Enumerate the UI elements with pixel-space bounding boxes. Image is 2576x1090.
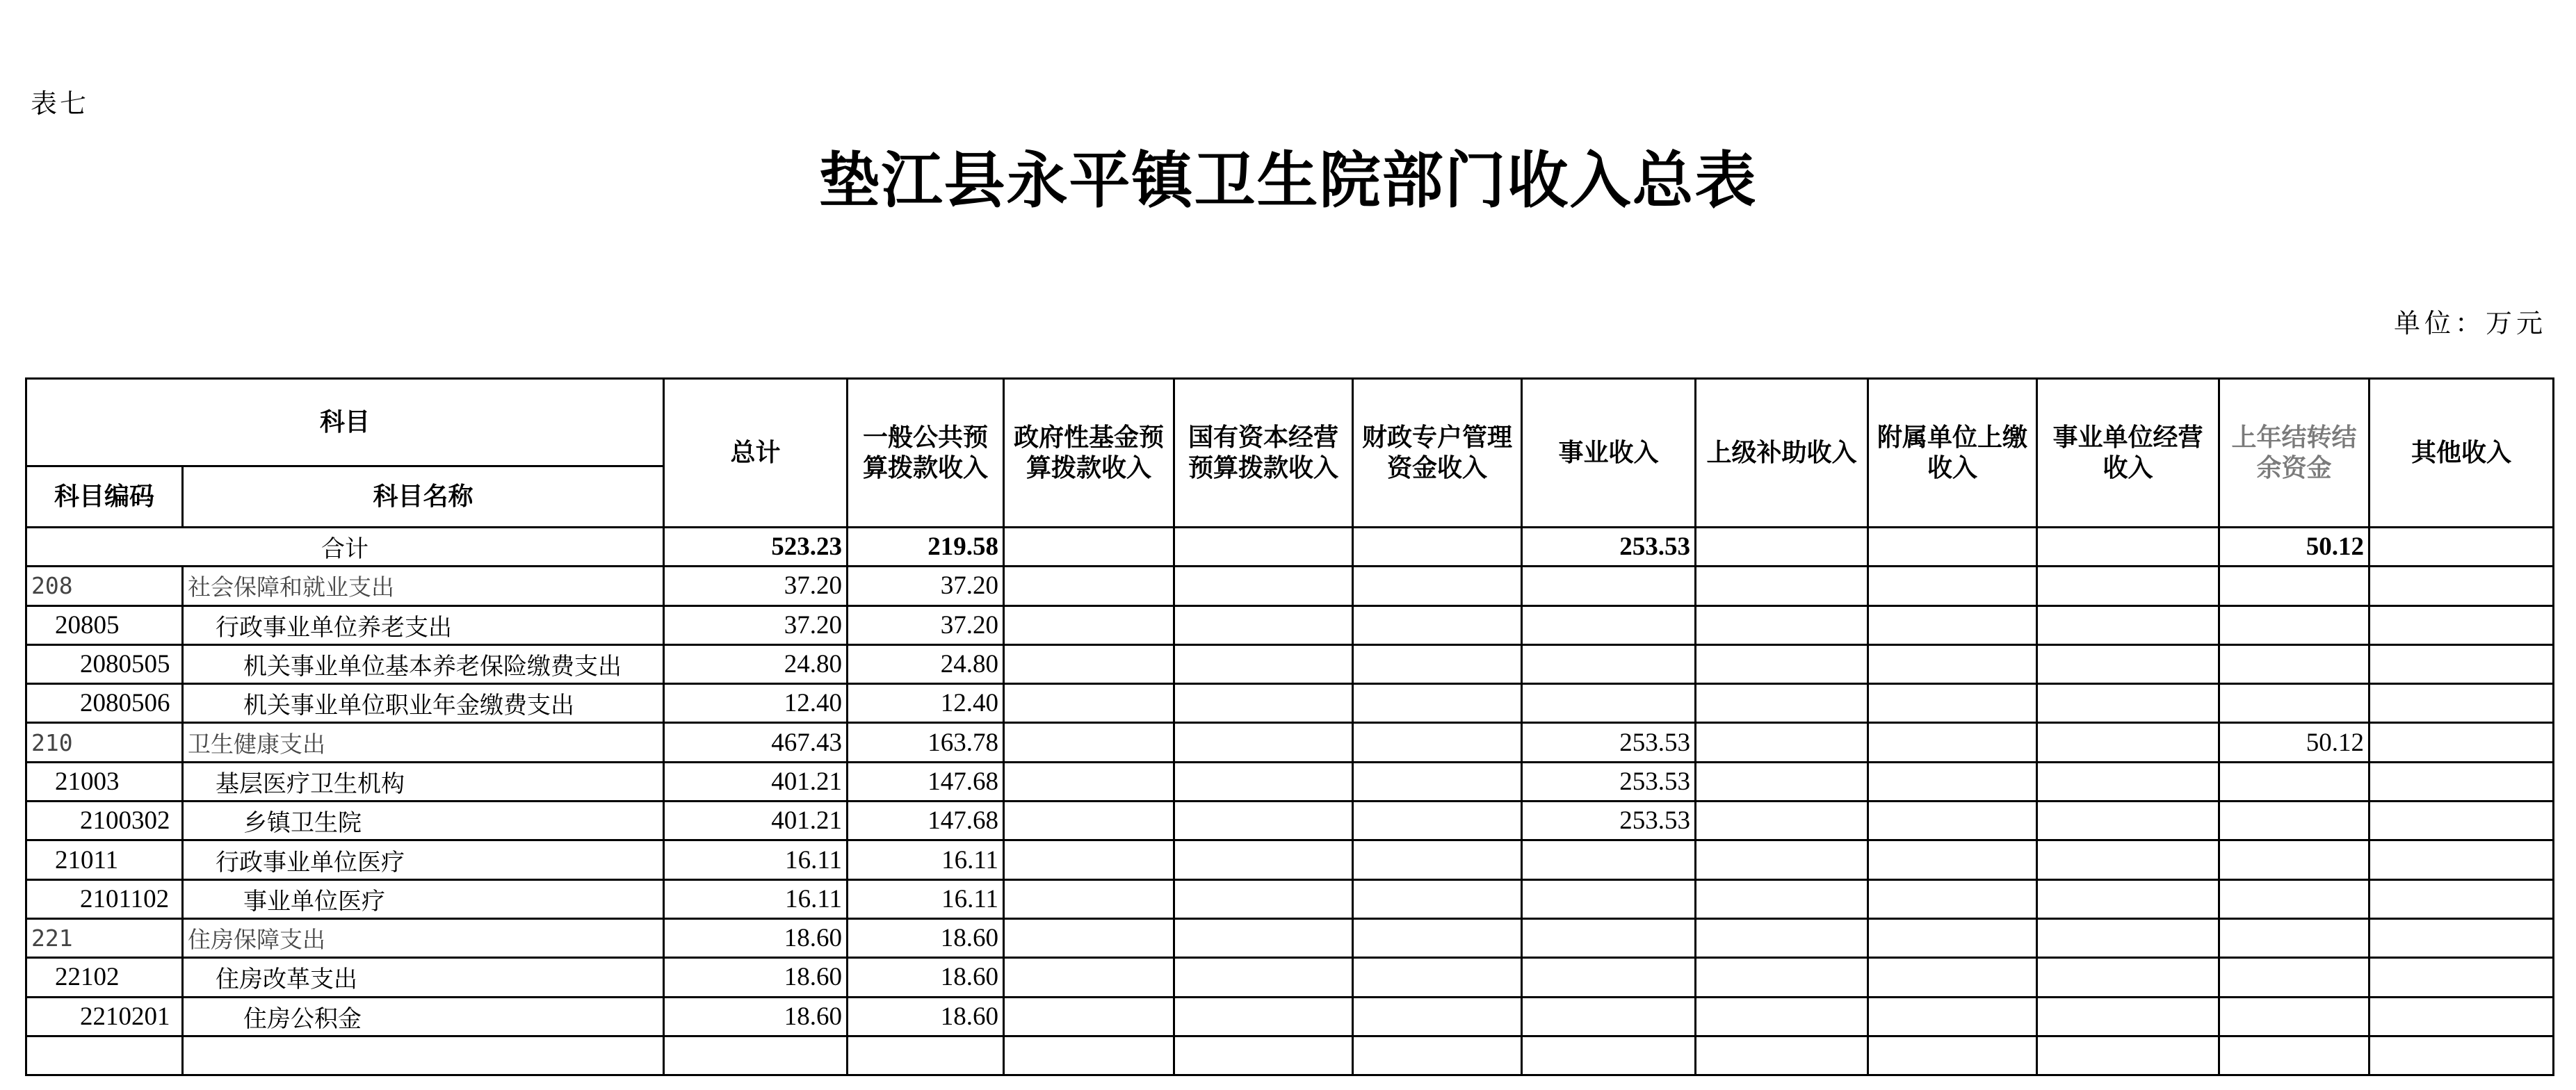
cell-affiliated-payment xyxy=(1868,762,2037,801)
cell-total: 16.11 xyxy=(664,879,848,918)
cell-state-asset xyxy=(1174,1036,1353,1075)
cell-total: 467.43 xyxy=(664,723,848,762)
cell-subject-code: 21011 xyxy=(26,840,183,879)
cell-superior-subsidy xyxy=(1696,958,1868,997)
cell-state-asset xyxy=(1174,997,1353,1036)
cell-other-income xyxy=(2370,918,2554,957)
cell-carryover xyxy=(2219,840,2370,879)
cell-subject-name: 卫生健康支出 xyxy=(183,723,664,762)
header-affiliated-payment: 附属单位上缴收入 xyxy=(1868,379,2037,528)
cell-other-income xyxy=(2370,997,2554,1036)
cell-state-asset xyxy=(1174,605,1353,644)
cell-business-income xyxy=(2037,802,2219,840)
cell-special-account xyxy=(1353,918,1522,957)
cell-career-income xyxy=(1522,879,1696,918)
cell-general-budget: 147.68 xyxy=(848,802,1004,840)
cell-carryover xyxy=(2219,918,2370,957)
header-subject-code: 科目编码 xyxy=(26,466,183,528)
cell-career-income xyxy=(1522,958,1696,997)
cell-state-asset xyxy=(1174,918,1353,957)
table-row xyxy=(26,684,2554,723)
cell-career-income: 253.53 xyxy=(1522,723,1696,762)
cell-career-income xyxy=(1522,840,1696,879)
cell-special-account xyxy=(1353,997,1522,1036)
cell-affiliated-payment xyxy=(1868,1036,2037,1075)
table-row xyxy=(26,918,2554,957)
cell-other-income xyxy=(2370,605,2554,644)
cell-career-income xyxy=(1522,684,1696,723)
table-number-label: 表七 xyxy=(31,88,90,119)
header-subject: 科目 xyxy=(26,379,664,466)
cell-other-income xyxy=(2370,840,2554,879)
header-total: 总计 xyxy=(664,379,848,528)
table-row xyxy=(26,644,2554,683)
cell-gov-fund xyxy=(1004,567,1174,605)
cell-total: 401.21 xyxy=(664,762,848,801)
header-gov-fund: 政府性基金预算拨款收入 xyxy=(1004,379,1174,528)
cell-career-income: 253.53 xyxy=(1522,802,1696,840)
cell-general-budget: 16.11 xyxy=(848,840,1004,879)
cell-superior-subsidy xyxy=(1696,684,1868,723)
cell-gov-fund xyxy=(1004,840,1174,879)
cell-subject-name: 乡镇卫生院 xyxy=(183,802,664,840)
cell-superior-subsidy xyxy=(1696,879,1868,918)
cell-total: 18.60 xyxy=(664,958,848,997)
cell-gov-fund xyxy=(1004,802,1174,840)
cell-general-budget: 24.80 xyxy=(848,644,1004,683)
cell-state-asset xyxy=(1174,567,1353,605)
total-cell-general: 219.58 xyxy=(848,528,1004,567)
cell-subject-code: 21003 xyxy=(26,762,183,801)
cell-gov-fund xyxy=(1004,997,1174,1036)
cell-subject-name: 住房改革支出 xyxy=(183,958,664,997)
cell-business-income xyxy=(2037,644,2219,683)
total-cell-business xyxy=(2037,528,2219,567)
cell-business-income xyxy=(2037,958,2219,997)
cell-general-budget: 37.20 xyxy=(848,567,1004,605)
table-row xyxy=(26,997,2554,1036)
table-row xyxy=(26,802,2554,840)
cell-total: 37.20 xyxy=(664,567,848,605)
cell-general-budget: 18.60 xyxy=(848,958,1004,997)
cell-subject-code: 221 xyxy=(26,918,183,957)
table-row xyxy=(26,840,2554,879)
cell-special-account xyxy=(1353,840,1522,879)
cell-business-income xyxy=(2037,879,2219,918)
cell-carryover xyxy=(2219,802,2370,840)
cell-carryover xyxy=(2219,644,2370,683)
cell-carryover: 50.12 xyxy=(2219,723,2370,762)
cell-superior-subsidy xyxy=(1696,723,1868,762)
cell-special-account xyxy=(1353,567,1522,605)
cell-state-asset xyxy=(1174,644,1353,683)
cell-gov-fund xyxy=(1004,762,1174,801)
cell-state-asset xyxy=(1174,762,1353,801)
cell-superior-subsidy xyxy=(1696,762,1868,801)
cell-affiliated-payment xyxy=(1868,567,2037,605)
table-row xyxy=(26,723,2554,762)
cell-gov-fund xyxy=(1004,1036,1174,1075)
header-superior-subsidy: 上级补助收入 xyxy=(1696,379,1868,528)
cell-subject-name: 机关事业单位职业年金缴费支出 xyxy=(183,684,664,723)
cell-gov-fund xyxy=(1004,879,1174,918)
cell-business-income xyxy=(2037,997,2219,1036)
cell-total: 16.11 xyxy=(664,840,848,879)
table-row xyxy=(26,958,2554,997)
cell-carryover xyxy=(2219,567,2370,605)
cell-affiliated-payment xyxy=(1868,879,2037,918)
cell-business-income xyxy=(2037,567,2219,605)
total-cell-special xyxy=(1353,528,1522,567)
header-special-account: 财政专户管理资金收入 xyxy=(1353,379,1522,528)
cell-carryover xyxy=(2219,958,2370,997)
cell-subject-name: 住房保障支出 xyxy=(183,918,664,957)
cell-subject-name: 机关事业单位基本养老保险缴费支出 xyxy=(183,644,664,683)
cell-career-income xyxy=(1522,1036,1696,1075)
cell-subject-code: 22102 xyxy=(26,958,183,997)
total-cell-superior xyxy=(1696,528,1868,567)
header-career-income: 事业收入 xyxy=(1522,379,1696,528)
cell-gov-fund xyxy=(1004,644,1174,683)
cell-state-asset xyxy=(1174,840,1353,879)
cell-career-income xyxy=(1522,918,1696,957)
header-general-budget: 一般公共预算拨款收入 xyxy=(848,379,1004,528)
cell-other-income xyxy=(2370,723,2554,762)
cell-subject-name: 社会保障和就业支出 xyxy=(183,567,664,605)
cell-subject-code: 2080506 xyxy=(26,684,183,723)
cell-subject-code: 2101102 xyxy=(26,879,183,918)
cell-carryover xyxy=(2219,684,2370,723)
cell-general-budget xyxy=(848,1036,1004,1075)
cell-total: 37.20 xyxy=(664,605,848,644)
cell-total: 24.80 xyxy=(664,644,848,683)
cell-special-account xyxy=(1353,684,1522,723)
total-cell-carryover: 50.12 xyxy=(2219,528,2370,567)
cell-business-income xyxy=(2037,684,2219,723)
cell-subject-name xyxy=(183,1036,664,1075)
cell-total: 401.21 xyxy=(664,802,848,840)
cell-business-income xyxy=(2037,762,2219,801)
header-state-asset: 国有资本经营预算拨款收入 xyxy=(1174,379,1353,528)
cell-business-income xyxy=(2037,723,2219,762)
cell-gov-fund xyxy=(1004,958,1174,997)
cell-superior-subsidy xyxy=(1696,802,1868,840)
cell-state-asset xyxy=(1174,723,1353,762)
cell-subject-code: 2100302 xyxy=(26,802,183,840)
cell-subject-code: 20805 xyxy=(26,605,183,644)
cell-state-asset xyxy=(1174,879,1353,918)
cell-general-budget: 12.40 xyxy=(848,684,1004,723)
income-summary-table xyxy=(25,377,2554,1076)
cell-superior-subsidy xyxy=(1696,840,1868,879)
cell-affiliated-payment xyxy=(1868,997,2037,1036)
cell-superior-subsidy xyxy=(1696,644,1868,683)
cell-total: 12.40 xyxy=(664,684,848,723)
cell-business-income xyxy=(2037,1036,2219,1075)
cell-special-account xyxy=(1353,879,1522,918)
cell-subject-code: 210 xyxy=(26,723,183,762)
table-row xyxy=(26,1036,2554,1075)
cell-subject-code: 208 xyxy=(26,567,183,605)
cell-subject-code: 2210201 xyxy=(26,997,183,1036)
cell-special-account xyxy=(1353,762,1522,801)
header-carryover: 上年结转结余资金 xyxy=(2219,379,2370,528)
cell-other-income xyxy=(2370,802,2554,840)
cell-affiliated-payment xyxy=(1868,644,2037,683)
cell-superior-subsidy xyxy=(1696,997,1868,1036)
cell-career-income: 253.53 xyxy=(1522,762,1696,801)
cell-total: 18.60 xyxy=(664,918,848,957)
cell-general-budget: 16.11 xyxy=(848,879,1004,918)
header-subject-name: 科目名称 xyxy=(183,466,664,528)
cell-other-income xyxy=(2370,879,2554,918)
cell-business-income xyxy=(2037,840,2219,879)
cell-gov-fund xyxy=(1004,918,1174,957)
table-row xyxy=(26,605,2554,644)
cell-carryover xyxy=(2219,762,2370,801)
cell-carryover xyxy=(2219,1036,2370,1075)
cell-general-budget: 37.20 xyxy=(848,605,1004,644)
total-cell-career: 253.53 xyxy=(1522,528,1696,567)
cell-special-account xyxy=(1353,605,1522,644)
cell-gov-fund xyxy=(1004,605,1174,644)
cell-other-income xyxy=(2370,762,2554,801)
cell-business-income xyxy=(2037,918,2219,957)
cell-affiliated-payment xyxy=(1868,918,2037,957)
table-row xyxy=(26,762,2554,801)
cell-affiliated-payment xyxy=(1868,723,2037,762)
cell-subject-name: 行政事业单位医疗 xyxy=(183,840,664,879)
cell-career-income xyxy=(1522,997,1696,1036)
table-row xyxy=(26,567,2554,605)
cell-affiliated-payment xyxy=(1868,958,2037,997)
cell-subject-name: 事业单位医疗 xyxy=(183,879,664,918)
cell-gov-fund xyxy=(1004,684,1174,723)
cell-superior-subsidy xyxy=(1696,1036,1868,1075)
table-row xyxy=(26,879,2554,918)
cell-other-income xyxy=(2370,567,2554,605)
cell-superior-subsidy xyxy=(1696,605,1868,644)
cell-other-income xyxy=(2370,958,2554,997)
total-cell-affiliated xyxy=(1868,528,2037,567)
total-cell-govfund xyxy=(1004,528,1174,567)
cell-affiliated-payment xyxy=(1868,605,2037,644)
cell-special-account xyxy=(1353,802,1522,840)
total-cell-total: 523.23 xyxy=(664,528,848,567)
cell-superior-subsidy xyxy=(1696,918,1868,957)
cell-general-budget: 163.78 xyxy=(848,723,1004,762)
cell-affiliated-payment xyxy=(1868,802,2037,840)
cell-state-asset xyxy=(1174,958,1353,997)
header-business-income: 事业单位经营收入 xyxy=(2037,379,2219,528)
total-row xyxy=(26,528,2554,567)
total-label: 合计 xyxy=(26,528,664,567)
cell-state-asset xyxy=(1174,684,1353,723)
cell-other-income xyxy=(2370,644,2554,683)
cell-carryover xyxy=(2219,605,2370,644)
cell-total: 18.60 xyxy=(664,997,848,1036)
cell-career-income xyxy=(1522,567,1696,605)
cell-general-budget: 147.68 xyxy=(848,762,1004,801)
cell-special-account xyxy=(1353,644,1522,683)
cell-affiliated-payment xyxy=(1868,684,2037,723)
cell-general-budget: 18.60 xyxy=(848,918,1004,957)
cell-carryover xyxy=(2219,879,2370,918)
cell-career-income xyxy=(1522,644,1696,683)
cell-subject-name: 行政事业单位养老支出 xyxy=(183,605,664,644)
cell-affiliated-payment xyxy=(1868,840,2037,879)
cell-carryover xyxy=(2219,997,2370,1036)
cell-subject-name: 基层医疗卫生机构 xyxy=(183,762,664,801)
total-cell-other xyxy=(2370,528,2554,567)
cell-business-income xyxy=(2037,605,2219,644)
cell-general-budget: 18.60 xyxy=(848,997,1004,1036)
cell-subject-name: 住房公积金 xyxy=(183,997,664,1036)
cell-superior-subsidy xyxy=(1696,567,1868,605)
cell-special-account xyxy=(1353,958,1522,997)
cell-other-income xyxy=(2370,684,2554,723)
cell-state-asset xyxy=(1174,802,1353,840)
cell-gov-fund xyxy=(1004,723,1174,762)
unit-label: 单位：万元 xyxy=(2393,308,2547,339)
cell-other-income xyxy=(2370,1036,2554,1075)
cell-special-account xyxy=(1353,1036,1522,1075)
cell-subject-code xyxy=(26,1036,183,1075)
cell-total xyxy=(664,1036,848,1075)
cell-career-income xyxy=(1522,605,1696,644)
cell-subject-code: 2080505 xyxy=(26,644,183,683)
header-other-income: 其他收入 xyxy=(2370,379,2554,528)
page-title: 垫江县永平镇卫生院部门收入总表 xyxy=(818,144,1758,216)
cell-special-account xyxy=(1353,723,1522,762)
total-cell-stateasset xyxy=(1174,528,1353,567)
